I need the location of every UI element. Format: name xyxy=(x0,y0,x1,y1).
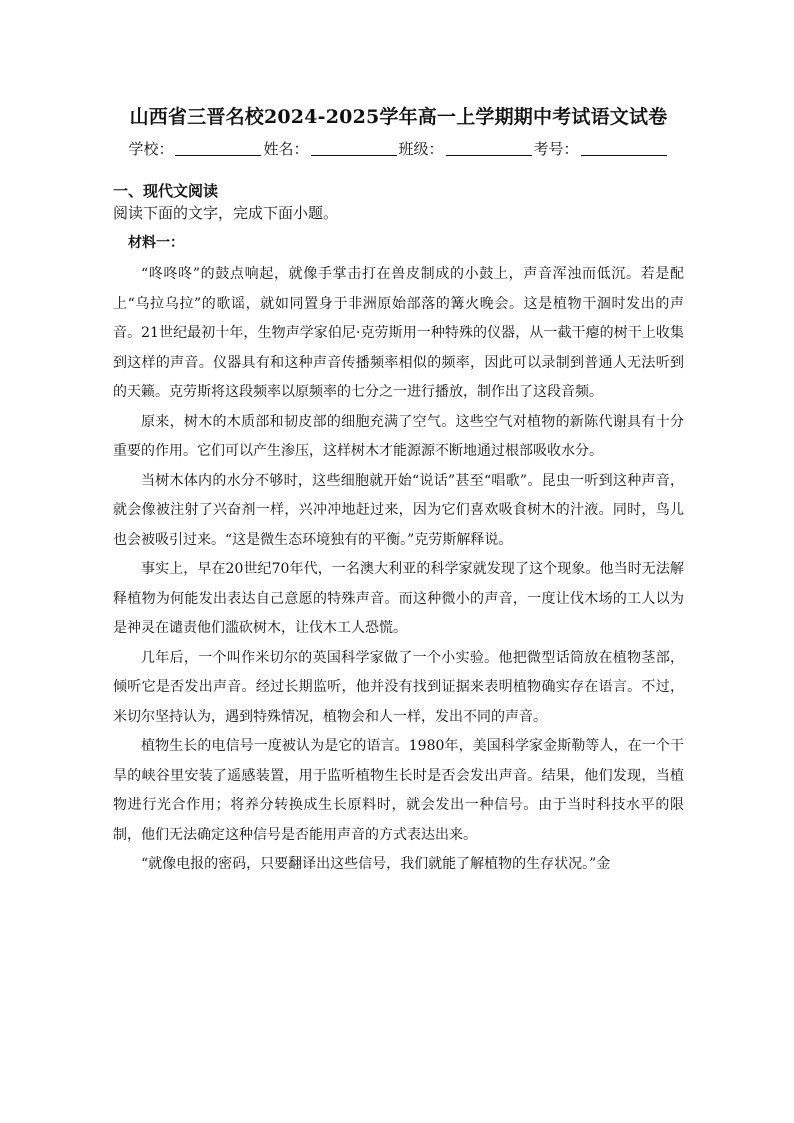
student-info-row xyxy=(113,138,684,160)
name-blank[interactable] xyxy=(311,141,397,156)
name-field xyxy=(263,140,398,158)
paragraph: “咚咚咚”的鼓点响起，就像手掌击打在兽皮制成的小鼓上，声音浑浊而低沉。若是配上“乌拉乌拉”的歌谣，就如同置身于非洲原始部落的篝火晚会。这是植物干涸时发出的声音。21世纪最初十年，生物声学家伯尼·克劳斯用一种特殊的仪器，从一截干瘪的树干上收集到这样的声音。仪器具有和这种声音传播频率相似的频率，因此可以录制到普通人无法听到的天籁。克劳斯将这段频率以原频率的七分之一进行播放，制作出了这段音频。 xyxy=(113,266,684,400)
paragraph: 事实上，早在20世纪70年代，一名澳大利亚的科学家就发现了这个现象。他当时无法解释植物为何能发出表达自己意愿的特殊声音。而这种微小的声音，一度让伐木场的工人以为是神灵在谴责他们滥砍树木，让伐木工人恐慌。 xyxy=(113,561,684,636)
exam-number-label: 考号： xyxy=(533,140,579,158)
paragraph: 原来，树木的木质部和韧皮部的细胞充满了空气。这些空气对植物的新陈代谢具有十分重要的作用。它们可以产生渗压，这样树木才能源源不断地通过根部吸收水分。 xyxy=(113,413,684,459)
exam-title: 山西省三晋名校2024-2025学年高一上学期期中考试语文试卷 xyxy=(129,106,668,128)
paragraph: 几年后，一个叫作米切尔的英国科学家做了一个小实验。他把微型话筒放在植物茎部，倾听它是否发出声音。经过长期监听，他并没有找到证据来表明植物确实存在语言。不过，米切尔坚持认为，遇到特殊情况，植物会和人一样，发出不同的声音。 xyxy=(113,649,684,725)
school-field xyxy=(128,140,263,158)
reading-instruction: 阅读下面的文字，完成下面小题。 xyxy=(113,204,339,222)
material-label: 材料一： xyxy=(128,235,184,251)
school-blank[interactable] xyxy=(175,141,261,156)
class-blank[interactable] xyxy=(446,141,532,156)
exam-number-blank[interactable] xyxy=(581,141,667,156)
name-label: 姓名： xyxy=(263,140,309,158)
paragraph: 当树木体内的水分不够时，这些细胞就开始“说话”甚至“唱歌”。昆虫一听到这种声音，就会像被注射了兴奋剂一样，兴冲冲地赶过来，因为它们喜欢吸食树木的汁液。同时，鸟儿也会被吸引过来。“这是微生态环境独有的平衡。”克劳斯解释说。 xyxy=(113,472,684,548)
paragraph: 植物生长的电信号一度被认为是它的语言。1980年，美国科学家金斯勒等人，在一个干旱的峡谷里安装了遥感装置，用于监听植物生长时是否会发出声音。结果，他们发现，当植物进行光合作用；将养分转换成生长原料时，就会发出一种信号。由于当时科技水平的限制，他们无法确定这种信号是否能用声音的方式表达出来。 xyxy=(113,738,684,843)
section-heading: 一、现代文阅读 xyxy=(113,182,219,200)
class-label: 班级： xyxy=(398,140,444,158)
paragraph: “就像电报的密码，只要翻译出这些信号，我们就能了解植物的生存状况。”金 xyxy=(141,856,611,872)
reading-passage xyxy=(113,260,684,880)
class-field xyxy=(399,140,534,158)
exam-number-field xyxy=(534,140,669,158)
school-label: 学校： xyxy=(128,140,174,158)
